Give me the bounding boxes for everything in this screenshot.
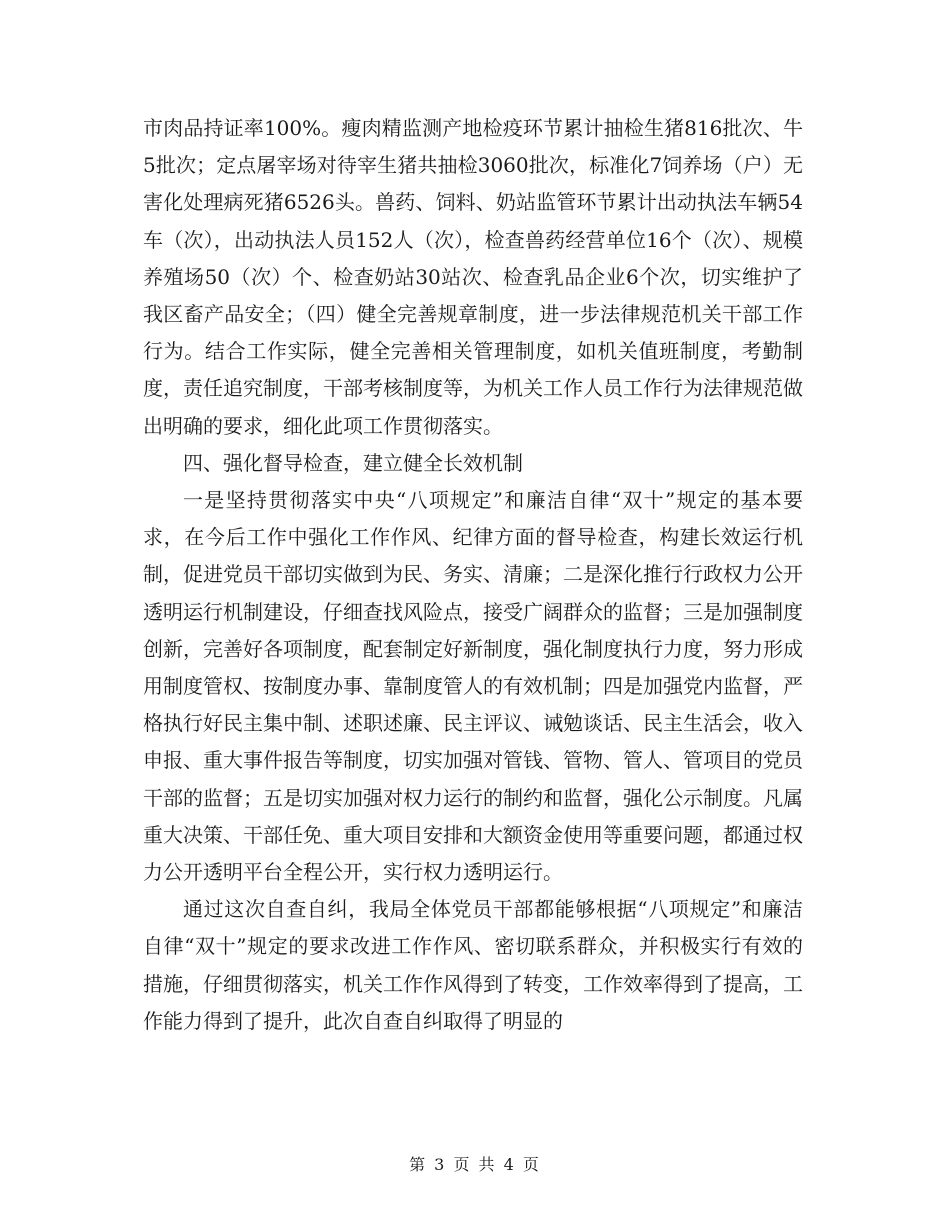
paragraph-measures: 一是坚持贯彻落实中央“八项规定”和廉洁自律“双十”规定的基本要求，在今后工作中强化工作作风、纪律方面的督导检查，构建长效运行机制，促进党员干部切实做到为民、务实、清廉；二是深化推行行政权力公开透明运行机制建设，仔细查找风险点，接受广阔群众的监督；三是加强制度创新，完善好各项制度，配套制定好新制度，强化制度执行力度，努力形成用制度管权、按制度办事、靠制度管人的有效机制；四是加强党内监督，严格执行好民主集中制、述职述廉、民主评议、诫勉谈话、民主生活会，收入申报、重大事件报告等制度，切实加强对管钱、管物、管人、管项目的党员干部的监督；五是切实加强对权力运行的制约和监督，强化公示制度。凡属重大决策、干部任免、重大项目安排和大额资金使用等重要问题，都通过权力公开透明平台全程公开，实行权力透明运行。 [143, 488, 803, 885]
section-heading-four: 四、强化督导检查，建立健全长效机制 [183, 450, 523, 475]
paragraph-continuation: 市肉品持证率100%。瘦肉精监测产地检疫环节累计抽检生猪816批次、牛5批次；定点屠宰场对待宰生猪共抽检3060批次，标准化7饲养场（户）无害化处理病死猪6526头。兽药、饲料、奶站监管环节累计出动执法车辆54车（次），出动执法人员152人（次），检查兽药经营单位16个（次）、规模养殖场50（次）个、检查奶站30站次、检查乳品企业6个次，切实维护了我区畜产品安全；（四）健全完善规章制度，进一步法律规范机关干部工作行为。结合工作实际，健全完善相关管理制度，如机关值班制度，考勤制度，责任追究制度，干部考核制度等，为机关工作人员工作行为法律规范做出明确的要求，细化此项工作贯彻落实。 [143, 116, 803, 438]
page-number-footer: 第 3 页 共 4 页 [409, 1155, 541, 1174]
paragraph-conclusion: 通过这次自查自纠，我局全体党员干部都能够根据“八项规定”和廉洁自律“双十”规定的要求改进工作作风、密切联系群众，并积极实行有效的措施，仔细贯彻落实，机关工作作风得到了转变，工作效率得到了提高，工作能力得到了提升，此次自查自纠取得了明显的 [143, 897, 803, 1033]
document-body [143, 110, 803, 1040]
